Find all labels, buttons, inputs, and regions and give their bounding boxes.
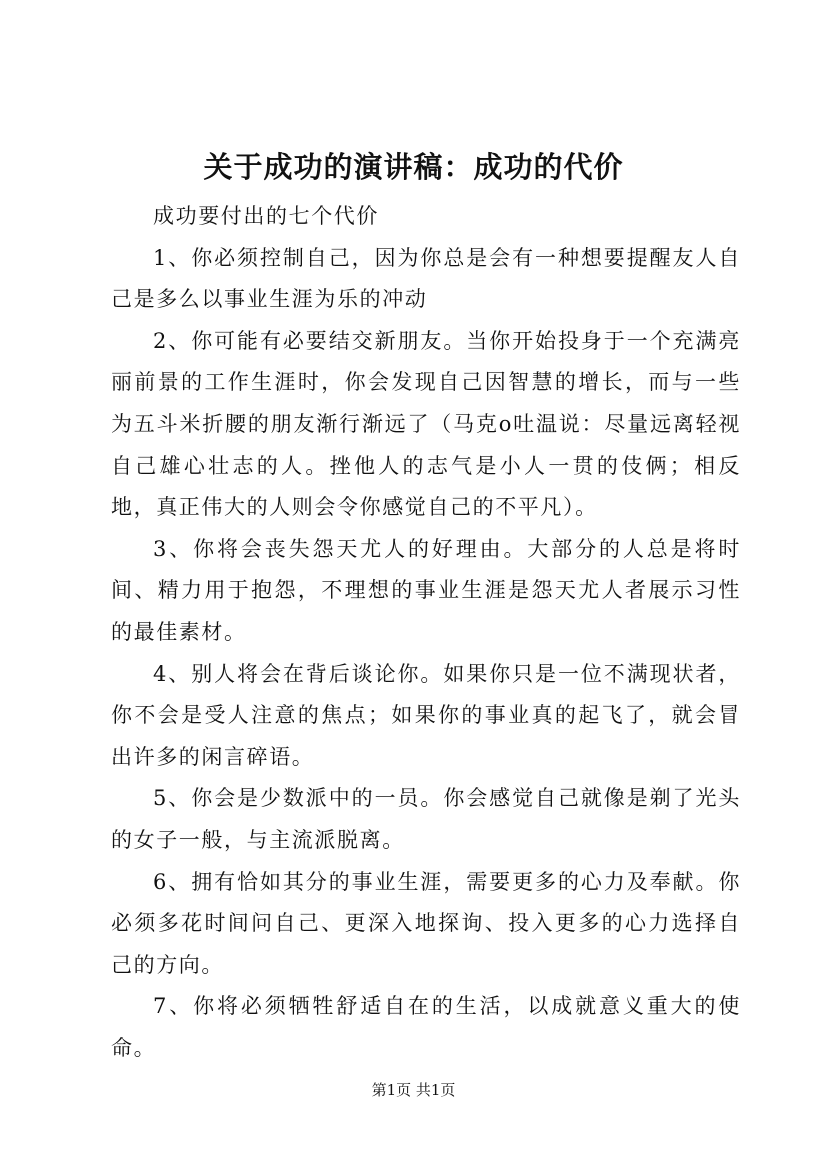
page-footer: 第1页 共1页 — [371, 1081, 456, 1099]
document-body — [111, 196, 741, 1069]
paragraph-3: 3、你将会丧失怨天尤人的好理由。大部分的人总是将时间、精力用于抱怨，不理想的事业生涯是怨天尤人者展示习性的最佳素材。 — [111, 536, 741, 644]
paragraph-6: 6、拥有恰如其分的事业生涯，需要更多的心力及奉献。你必须多花时间问自己、更深入地探询、投入更多的心力选择自己的方向。 — [111, 869, 741, 977]
paragraph-4: 4、别人将会在背后谈论你。如果你只是一位不满现状者，你不会是受人注意的焦点；如果你的事业真的起飞了，就会冒出许多的闲言碎语。 — [111, 661, 741, 769]
paragraph-1: 1、你必须控制自己，因为你总是会有一种想要提醒友人自己是多么以事业生涯为乐的冲动 — [111, 245, 741, 312]
paragraph-5: 5、你会是少数派中的一员。你会感觉自己就像是剃了光头的女子一般，与主流派脱离。 — [111, 786, 741, 852]
paragraph-7: 7、你将必须牺牲舒适自在的生活，以成就意义重大的使命。 — [111, 994, 741, 1060]
document-title: 关于成功的演讲稿：成功的代价 — [203, 150, 624, 184]
paragraph-2: 2、你可能有必要结交新朋友。当你开始投身于一个充满亮丽前景的工作生涯时，你会发现自己因智慧的增长，而与一些为五斗米折腰的朋友渐行渐远了（马克o吐温说：尽量远离轻视自己雄心壮志的人。挫他人的志气是小人一贯的伎俩；相反地，真正伟大的人则会令你感觉自己的不平凡）。 — [111, 328, 741, 520]
subtitle-paragraph: 成功要付出的七个代价 — [153, 204, 379, 228]
